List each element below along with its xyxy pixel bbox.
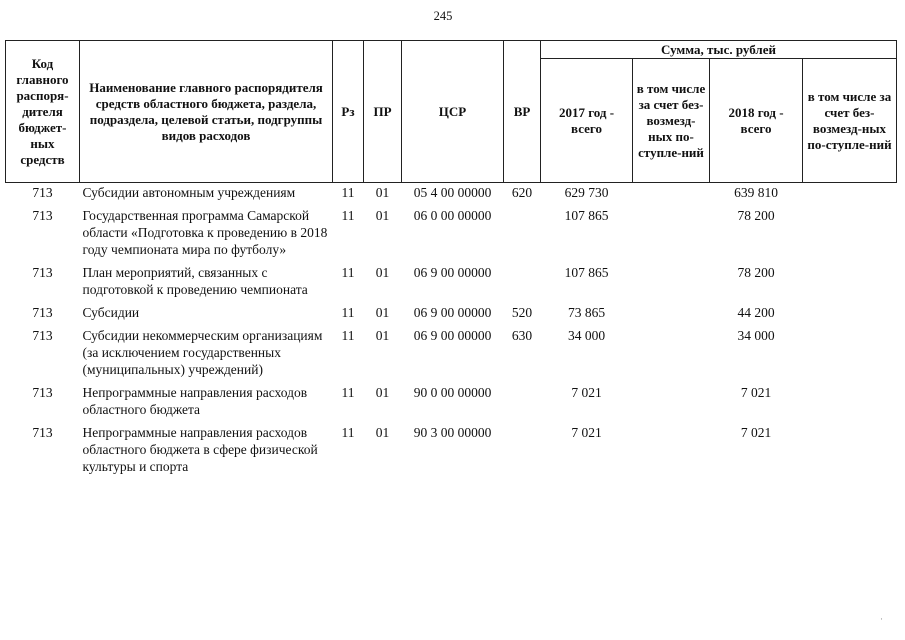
cell-2017-total: 34 000: [567, 328, 606, 343]
header-rz: Рз: [333, 41, 364, 183]
cell-2017-total: 629 730: [564, 185, 609, 200]
header-2018-free: в том числе за счет без-возмезд-ных по-ступле-ний: [803, 59, 897, 183]
header-sum-group: Сумма, тыс. рублей: [541, 41, 897, 59]
cell-2018-free: [803, 183, 897, 208]
cell-2018-free: [803, 207, 897, 264]
header-2017-total: 2017 год - всего: [541, 59, 633, 183]
cell-csr: 90 0 00 00000: [413, 385, 492, 400]
header-csr: ЦСР: [402, 41, 504, 183]
cell-2017-free: [633, 207, 710, 264]
header-code: Код главного распоря-дителя бюджет-ных средств: [6, 41, 80, 183]
cell-rz: 11: [341, 305, 355, 320]
cell-vr: 620: [511, 185, 533, 200]
cell-csr: 06 9 00 00000: [413, 265, 492, 280]
cell-2018-free: [803, 264, 897, 304]
cell-2018-total: 7 021: [740, 425, 772, 440]
cell-2018-total: 44 200: [737, 305, 775, 320]
cell-pr: 01: [375, 185, 390, 200]
cell-2017-total: 73 865: [567, 305, 606, 320]
cell-name: Непрограммные направления расходов областного бюджета: [82, 385, 308, 417]
cell-vr: [504, 264, 541, 304]
cell-name: Субсидии некоммерческим организациям (за исключением государственных (муниципальных) учреждений): [82, 328, 323, 377]
cell-rz: 11: [341, 265, 355, 280]
table-row: [6, 424, 897, 481]
table-header: [6, 41, 897, 183]
cell-code: 713: [32, 328, 53, 343]
cell-code: 713: [32, 305, 53, 320]
cell-pr: 01: [375, 425, 390, 440]
cell-rz: 11: [341, 385, 355, 400]
cell-2018-free: [803, 424, 897, 481]
table-row: [6, 183, 897, 208]
cell-pr: 01: [375, 328, 390, 343]
cell-2018-total: 639 810: [734, 185, 778, 200]
cell-2017-free: [633, 264, 710, 304]
cell-rz: 11: [341, 425, 355, 440]
cell-2017-total: 107 865: [564, 208, 609, 223]
cell-name: Субсидии: [82, 305, 140, 320]
cell-pr: 01: [375, 208, 390, 223]
cell-2018-free: [803, 304, 897, 327]
cell-rz: 11: [341, 328, 355, 343]
cell-code: 713: [32, 425, 53, 440]
cell-csr: 06 9 00 00000: [413, 305, 492, 320]
header-2018-total: 2018 год - всего: [710, 59, 803, 183]
cell-2017-free: [633, 327, 710, 384]
page-number: 245: [433, 9, 453, 23]
cell-code: 713: [32, 208, 53, 223]
cell-rz: 11: [341, 208, 355, 223]
cell-vr: [504, 207, 541, 264]
cell-name: Субсидии автономным учреждениям: [82, 185, 296, 200]
cell-vr: 520: [511, 305, 533, 320]
cell-code: 713: [32, 385, 53, 400]
cell-2018-total: 7 021: [740, 385, 772, 400]
header-name: Наименование главного распорядителя средств областного бюджета, раздела, подраздела, целевой статьи, подгруппы видов расходов: [80, 41, 333, 183]
cell-pr: 01: [375, 265, 390, 280]
cell-2018-free: [803, 384, 897, 424]
cell-csr: 06 0 00 00000: [413, 208, 492, 223]
cell-2018-total: 78 200: [737, 265, 775, 280]
cell-csr: 06 9 00 00000: [413, 328, 492, 343]
cell-2017-total: 7 021: [571, 425, 602, 440]
table-row: [6, 304, 897, 327]
cell-2017-free: [633, 424, 710, 481]
header-vr: ВР: [504, 41, 541, 183]
cell-name: Государственная программа Самарской области «Подготовка к проведению в 2018 году чемпионата мира по футболу»: [82, 208, 328, 257]
table-row: [6, 384, 897, 424]
cell-2017-free: [633, 384, 710, 424]
cell-name: Непрограммные направления расходов областного бюджета в сфере физической культуры и спорта: [82, 425, 318, 474]
table-row: [6, 207, 897, 264]
cell-2017-total: 107 865: [564, 265, 609, 280]
cell-2018-free: [803, 327, 897, 384]
cell-csr: 05 4 00 00000: [413, 185, 492, 200]
table-row: [6, 327, 897, 384]
cell-2017-free: [633, 304, 710, 327]
cell-name: План мероприятий, связанных с подготовкой к проведению чемпионата: [82, 265, 308, 297]
cell-vr: [504, 424, 541, 481]
cell-2017-free: [633, 183, 710, 208]
cell-2017-total: 7 021: [571, 385, 602, 400]
cell-code: 713: [32, 265, 53, 280]
header-pr: ПР: [364, 41, 402, 183]
scan-speck: ·: [880, 614, 883, 624]
budget-table: [5, 40, 897, 481]
cell-2018-total: 78 200: [737, 208, 775, 223]
header-2017-free: в том числе за счет без-возмезд-ных по-ступле-ний: [633, 59, 710, 183]
cell-code: 713: [32, 185, 53, 200]
table-body: [6, 183, 897, 482]
cell-2018-total: 34 000: [737, 328, 775, 343]
cell-pr: 01: [375, 385, 390, 400]
table-row: [6, 264, 897, 304]
cell-vr: [504, 384, 541, 424]
cell-rz: 11: [341, 185, 355, 200]
cell-pr: 01: [375, 305, 390, 320]
cell-vr: 630: [511, 328, 533, 343]
cell-csr: 90 3 00 00000: [413, 425, 492, 440]
